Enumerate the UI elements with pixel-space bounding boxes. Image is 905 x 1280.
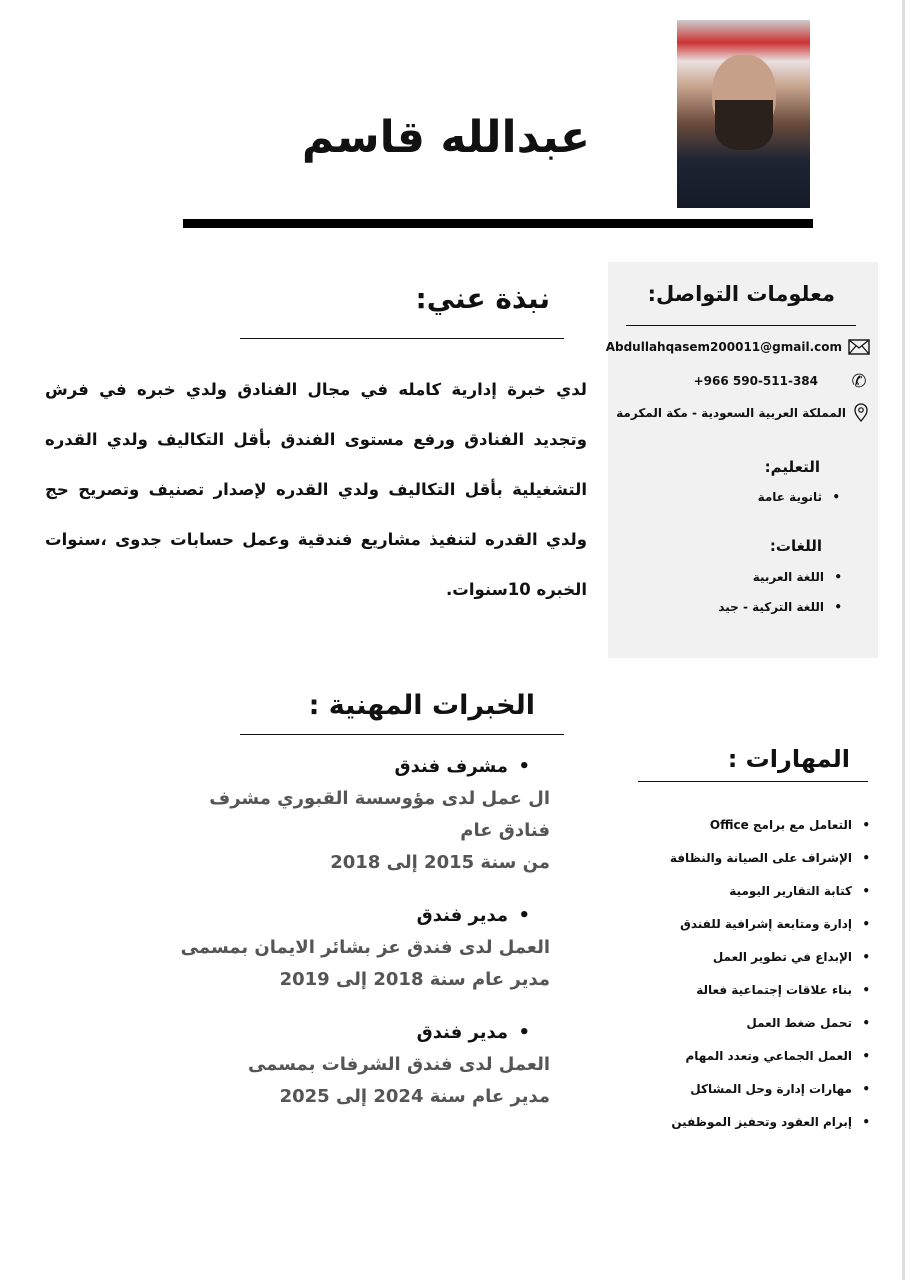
language-item: • اللغة العربية (690, 570, 842, 584)
languages-heading: اللغات: (769, 537, 822, 555)
job-title: • مدير فندق (160, 1022, 550, 1043)
skills-divider (638, 781, 868, 782)
skill-item: • الإبداع في تطوير العمل (650, 950, 870, 964)
skill-item: • بناء علاقات إجتماعية فعالة (650, 983, 870, 997)
education-list (700, 490, 840, 504)
about-divider (240, 338, 564, 339)
experience-divider (240, 734, 564, 735)
contact-location: المملكة العربية السعودية - مكة المكرمة (618, 404, 870, 422)
phone-icon: ✆ (851, 370, 867, 392)
contact-divider (626, 325, 856, 326)
job-description: ال عمل لدى مؤوسسة القبوري مشرف فنادق عام من سنة 2015 إلى 2018 (209, 788, 550, 873)
job-description: العمل لدى فندق عز بشائر الايمان بمسمى مدير عام سنة 2018 إلى 2019 (180, 937, 550, 990)
job-title: • مشرف فندق (160, 756, 550, 777)
job-description: العمل لدى فندق الشرفات بمسمى مدير عام سنة 2024 إلى 2025 (247, 1054, 550, 1107)
language-item: • اللغة التركية - جيد (690, 600, 842, 614)
header-divider (183, 219, 813, 228)
skills-list (650, 818, 870, 1148)
person-name: عبدالله قاسم (301, 112, 590, 163)
education-heading: التعليم: (764, 458, 820, 476)
about-text: لدي خبرة إدارية كامله في مجال الفنادق ولدي خبره في فرش وتجديد الفنادق ورفع مستوى الفندق بأقل التكاليف ولدي القدره التشغيلية بأقل التكاليف ولدي القدره لإصدار تصنيف وتصريح حج ولدي القدره لتنفيذ مشاريع فندقية وعمل حسابات جدوى ،سنوات الخبره 10سنوات. (45, 380, 587, 599)
contact-email[interactable]: Abdullahqasem200011@gmail.com (618, 338, 870, 356)
job-entry (160, 1022, 550, 1113)
job-title: • مدير فندق (160, 905, 550, 926)
profile-photo (677, 20, 810, 208)
skill-item: • العمل الجماعي وتعدد المهام (650, 1049, 870, 1063)
experience-list (160, 756, 550, 1113)
about-heading: نبذة عني: (415, 282, 550, 315)
skill-item: • التعامل مع برامج Office (650, 818, 870, 832)
skill-item: • الإشراف على الصيانة والنظافة (650, 851, 870, 865)
skills-heading: المهارات : (727, 745, 850, 773)
contact-list (605, 338, 870, 422)
skill-item: • إبرام العقود وتحفيز الموظفين (650, 1115, 870, 1129)
contact-heading: معلومات التواصل: (647, 282, 835, 306)
skill-item: • إدارة ومتابعة إشرافية للفندق (650, 917, 870, 931)
job-entry (160, 756, 550, 879)
envelope-icon (848, 338, 870, 356)
skill-item: • مهارات إدارة وحل المشاكل (650, 1082, 870, 1096)
skill-item: • تحمل ضغط العمل (650, 1016, 870, 1030)
contact-phone[interactable]: ✆ +966 590-511-384 (618, 372, 870, 390)
job-entry (160, 905, 550, 996)
skill-item: • كتابة التقارير اليومية (650, 884, 870, 898)
education-item: • ثانوية عامة (700, 490, 840, 504)
location-pin-icon (852, 404, 870, 422)
languages-list (690, 570, 842, 614)
experience-heading: الخبرات المهنية : (308, 690, 535, 721)
